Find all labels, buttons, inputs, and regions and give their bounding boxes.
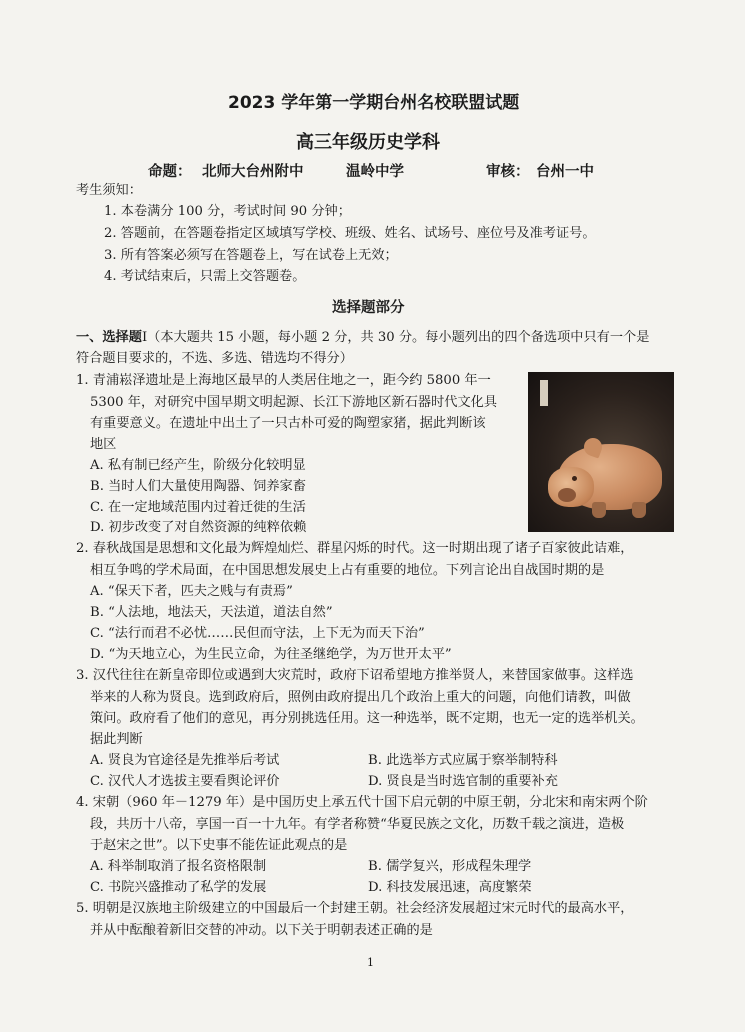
q1-option-a[interactable]: A. 私有制已经产生，阶级分化较明显 [90, 458, 306, 473]
reviewer-label: 审核： [486, 164, 530, 180]
q1-stem-line: 地区 [90, 437, 117, 452]
q4-stem-line: 于赵宋之世”。以下史事不能佐证此观点的是 [90, 838, 348, 853]
author-2: 温岭中学 [346, 164, 404, 180]
exam-subtitle: 高三年级历史学科 [296, 132, 440, 153]
q5-stem-line: 5. 明朝是汉族地主阶级建立的中国最后一个封建王朝。社会经济发展超过宋元时代的最高水平， [76, 901, 634, 916]
photo-tag-mark [540, 380, 548, 406]
authors-label: 命题： [148, 164, 192, 180]
q1-stem-line: 5300 年，对研究中国早期文明起源、长江下游地区新石器时代文化具 [90, 395, 498, 410]
notice-item: 3. 所有答案必须写在答题卷上，写在试卷上无效； [104, 248, 398, 263]
q2-option-c[interactable]: C. “法行而君不必忧……民但而守法，上下无为而天下治” [90, 626, 425, 641]
pig-eye-shape [572, 476, 577, 481]
q4-stem-line: 段，共历十八帝，享国一百一十九年。有学者称赞“华夏民族之文化，历数千载之演进，造极 [90, 817, 625, 832]
q1-option-b[interactable]: B. 当时人们大量使用陶器、饲养家畜 [90, 479, 306, 494]
q1-stem-line: 有重要意义。在遗址中出土了一只古朴可爱的陶塑家猪，据此判断该 [90, 416, 486, 431]
q2-stem-line: 2. 春秋战国是思想和文化最为辉煌灿烂、群星闪烁的时代。这一时期出现了诸子百家彼此诘难， [76, 541, 634, 556]
reviewer: 台州一中 [536, 164, 594, 180]
author-1: 北师大台州附中 [202, 164, 304, 180]
q3-option-c[interactable]: C. 汉代人才选拔主要看舆论评价 [90, 774, 280, 789]
q3-option-a[interactable]: A. 贤良为官途径是先推举后考试 [90, 753, 280, 768]
q4-option-b[interactable]: B. 儒学复兴，形成程朱理学 [368, 859, 532, 874]
q3-option-b[interactable]: B. 此选举方式应属于察举制特科 [368, 753, 558, 768]
pig-leg-shape [632, 502, 646, 518]
notice-title: 考生须知： [76, 183, 142, 198]
notice-item: 1. 本卷满分 100 分，考试时间 90 分钟； [104, 204, 351, 219]
q2-option-d[interactable]: D. “为天地立心，为生民立命，为往圣继绝学，为万世开太平” [90, 647, 452, 662]
page-number: 1 [367, 956, 374, 969]
q1-option-c[interactable]: C. 在一定地域范围内过着迁徙的生活 [90, 500, 306, 515]
notice-item: 4. 考试结束后，只需上交答题卷。 [104, 269, 306, 284]
part1-instructions: Ⅰ（本大题共 15 小题，每小题 2 分，共 30 分。每小题列出的四个备选项中只有一个是 [141, 330, 650, 345]
part1-line2: 符合题目要求的，不选、多选、错选均不得分） [76, 351, 353, 366]
q3-stem-line: 据此判断 [90, 732, 143, 747]
q1-option-d[interactable]: D. 初步改变了对自然资源的纯粹依赖 [90, 520, 307, 535]
q3-stem-line: 3. 汉代往往在新皇帝即位或遇到大灾荒时，政府下诏希望地方推举贤人，来替国家做事。这样选 [76, 668, 634, 683]
q5-stem-line: 并从中酝酿着新旧交替的冲动。以下关于明朝表述正确的是 [90, 923, 433, 938]
pottery-pig-image [528, 372, 674, 532]
notice-item: 2. 答题前，在答题卷指定区域填写学校、班级、姓名、试场号、座位号及准考证号。 [104, 226, 596, 241]
q4-stem-line: 4. 宋朝（960 年－1279 年）是中国历史上承五代十国下启元朝的中原王朝，分北宋和南宋两个阶 [76, 795, 648, 810]
q4-option-d[interactable]: D. 科技发展迅速，高度繁荣 [368, 880, 532, 895]
q2-stem-line: 相互争鸣的学术局面，在中国思想发展史上占有重要的地位。下列言论出自战国时期的是 [90, 563, 605, 578]
pig-snout-shape [558, 488, 576, 502]
q2-option-a[interactable]: A. “保天下者，匹夫之贱与有责焉” [90, 584, 293, 599]
part1-head: 一、选择题 [76, 330, 142, 345]
section-title: 选择题部分 [332, 300, 405, 316]
q4-option-a[interactable]: A. 科举制取消了报名资格限制 [90, 859, 267, 874]
q3-stem-line: 策问。政府看了他们的意见，再分别挑选任用。这一种选举，既不定期，也无一定的选举机关。 [90, 711, 644, 726]
part1-line1 [76, 327, 649, 349]
q3-option-d[interactable]: D. 贤良是当时选官制的重要补充 [368, 774, 558, 789]
q4-option-c[interactable]: C. 书院兴盛推动了私学的发展 [90, 880, 267, 895]
q1-stem-line: 1. 青浦崧泽遗址是上海地区最早的人类居住地之一，距今约 5800 年一 [76, 373, 491, 388]
exam-title: 2023 学年第一学期台州名校联盟试题 [228, 93, 520, 113]
q2-option-b[interactable]: B. “人法地，地法天，天法道，道法自然” [90, 605, 333, 620]
q3-stem-line: 举来的人称为贤良。选到政府后，照例由政府提出几个政治上重大的问题，向他们请教，叫做 [90, 690, 631, 705]
pig-leg-shape [592, 502, 606, 518]
